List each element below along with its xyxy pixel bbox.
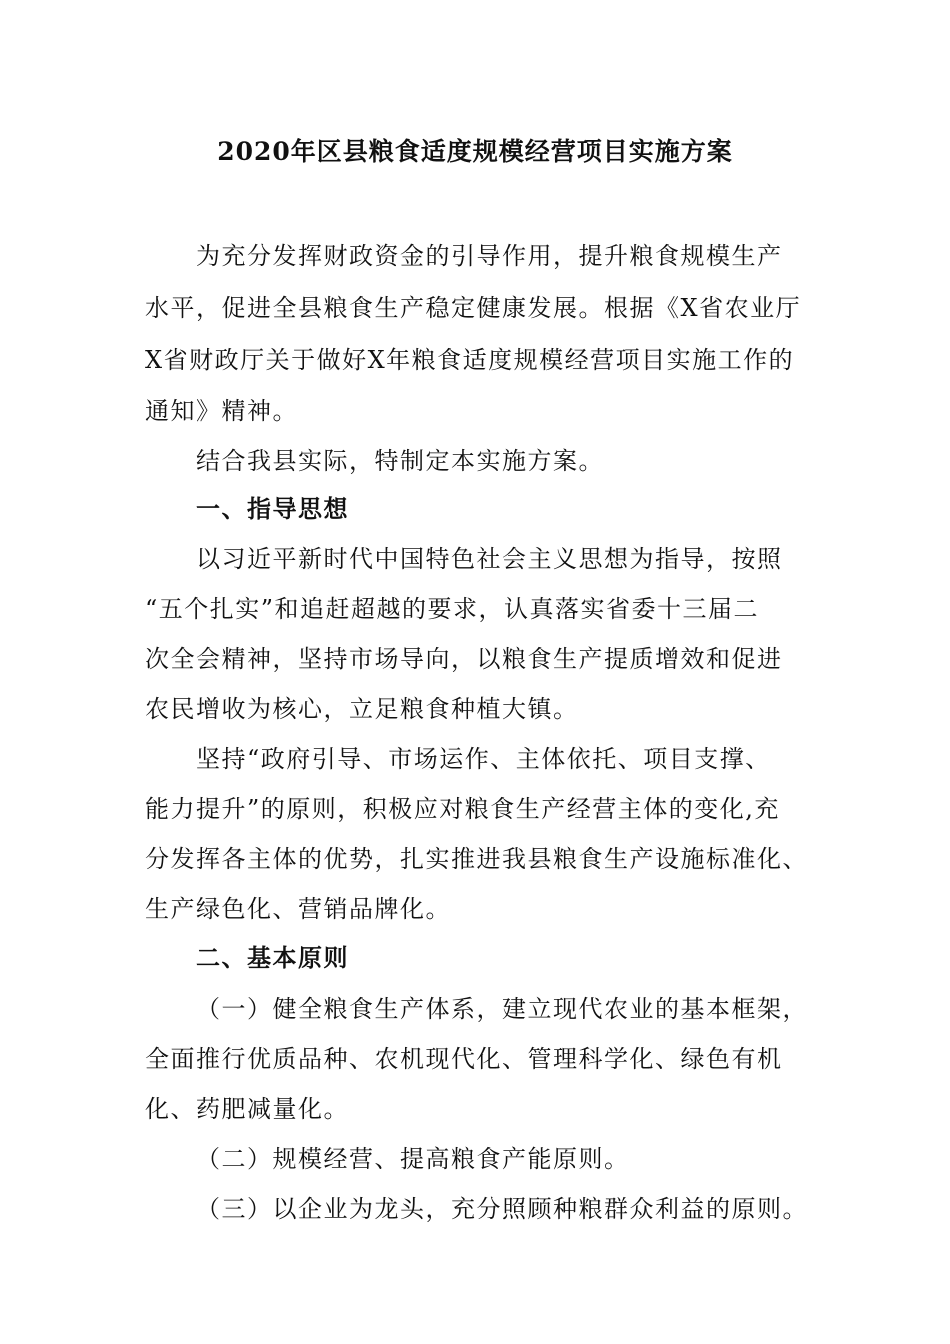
paragraph-line: X省财政厅关于做好X年粮食适度规模经营项目实施工作的 [145, 346, 795, 374]
paragraph-line: 化、药肥减量化。 [145, 1095, 349, 1123]
section-heading: 一、指导思想 [196, 494, 349, 523]
paragraph-line: （三）以企业为龙头，充分照顾种粮群众利益的原则。 [196, 1195, 808, 1223]
paragraph-line: 结合我县实际，特制定本实施方案。 [196, 447, 604, 475]
paragraph-line: （一）健全粮食生产体系，建立现代农业的基本框架， [196, 995, 808, 1023]
section-heading: 二、基本原则 [196, 943, 349, 972]
paragraph-line: 全面推行优质品种、农机现代化、管理科学化、绿色有机 [145, 1045, 783, 1073]
paragraph-line: 为充分发挥财政资金的引导作用，提升粮食规模生产 [196, 242, 783, 270]
paragraph-line: 水平，促进全县粮食生产稳定健康发展。根据《X省农业厅 [145, 294, 802, 322]
paragraph-line: 通知》精神。 [145, 397, 298, 425]
paragraph-line: “五个扎实”和追赶超越的要求，认真落实省委十三届二 [145, 595, 760, 623]
paragraph-line: 以习近平新时代中国特色社会主义思想为指导，按照 [196, 545, 783, 573]
document-title: 2020年区县粮食适度规模经营项目实施方案 [217, 137, 733, 166]
paragraph-line: 生产绿色化、营销品牌化。 [145, 895, 451, 923]
paragraph-line: 分发挥各主体的优势，扎实推进我县粮食生产设施标准化、 [145, 845, 808, 873]
paragraph-line: 坚持“政府引导、市场运作、主体依托、项目支撑、 [196, 745, 771, 773]
paragraph-line: （二）规模经营、提高粮食产能原则。 [196, 1145, 630, 1173]
paragraph-line: 农民增收为核心，立足粮食种植大镇。 [145, 695, 579, 723]
paragraph-line: 次全会精神，坚持市场导向，以粮食生产提质增效和促进 [145, 645, 783, 673]
paragraph-line: 能力提升”的原则，积极应对粮食生产经营主体的变化,充 [145, 795, 780, 823]
